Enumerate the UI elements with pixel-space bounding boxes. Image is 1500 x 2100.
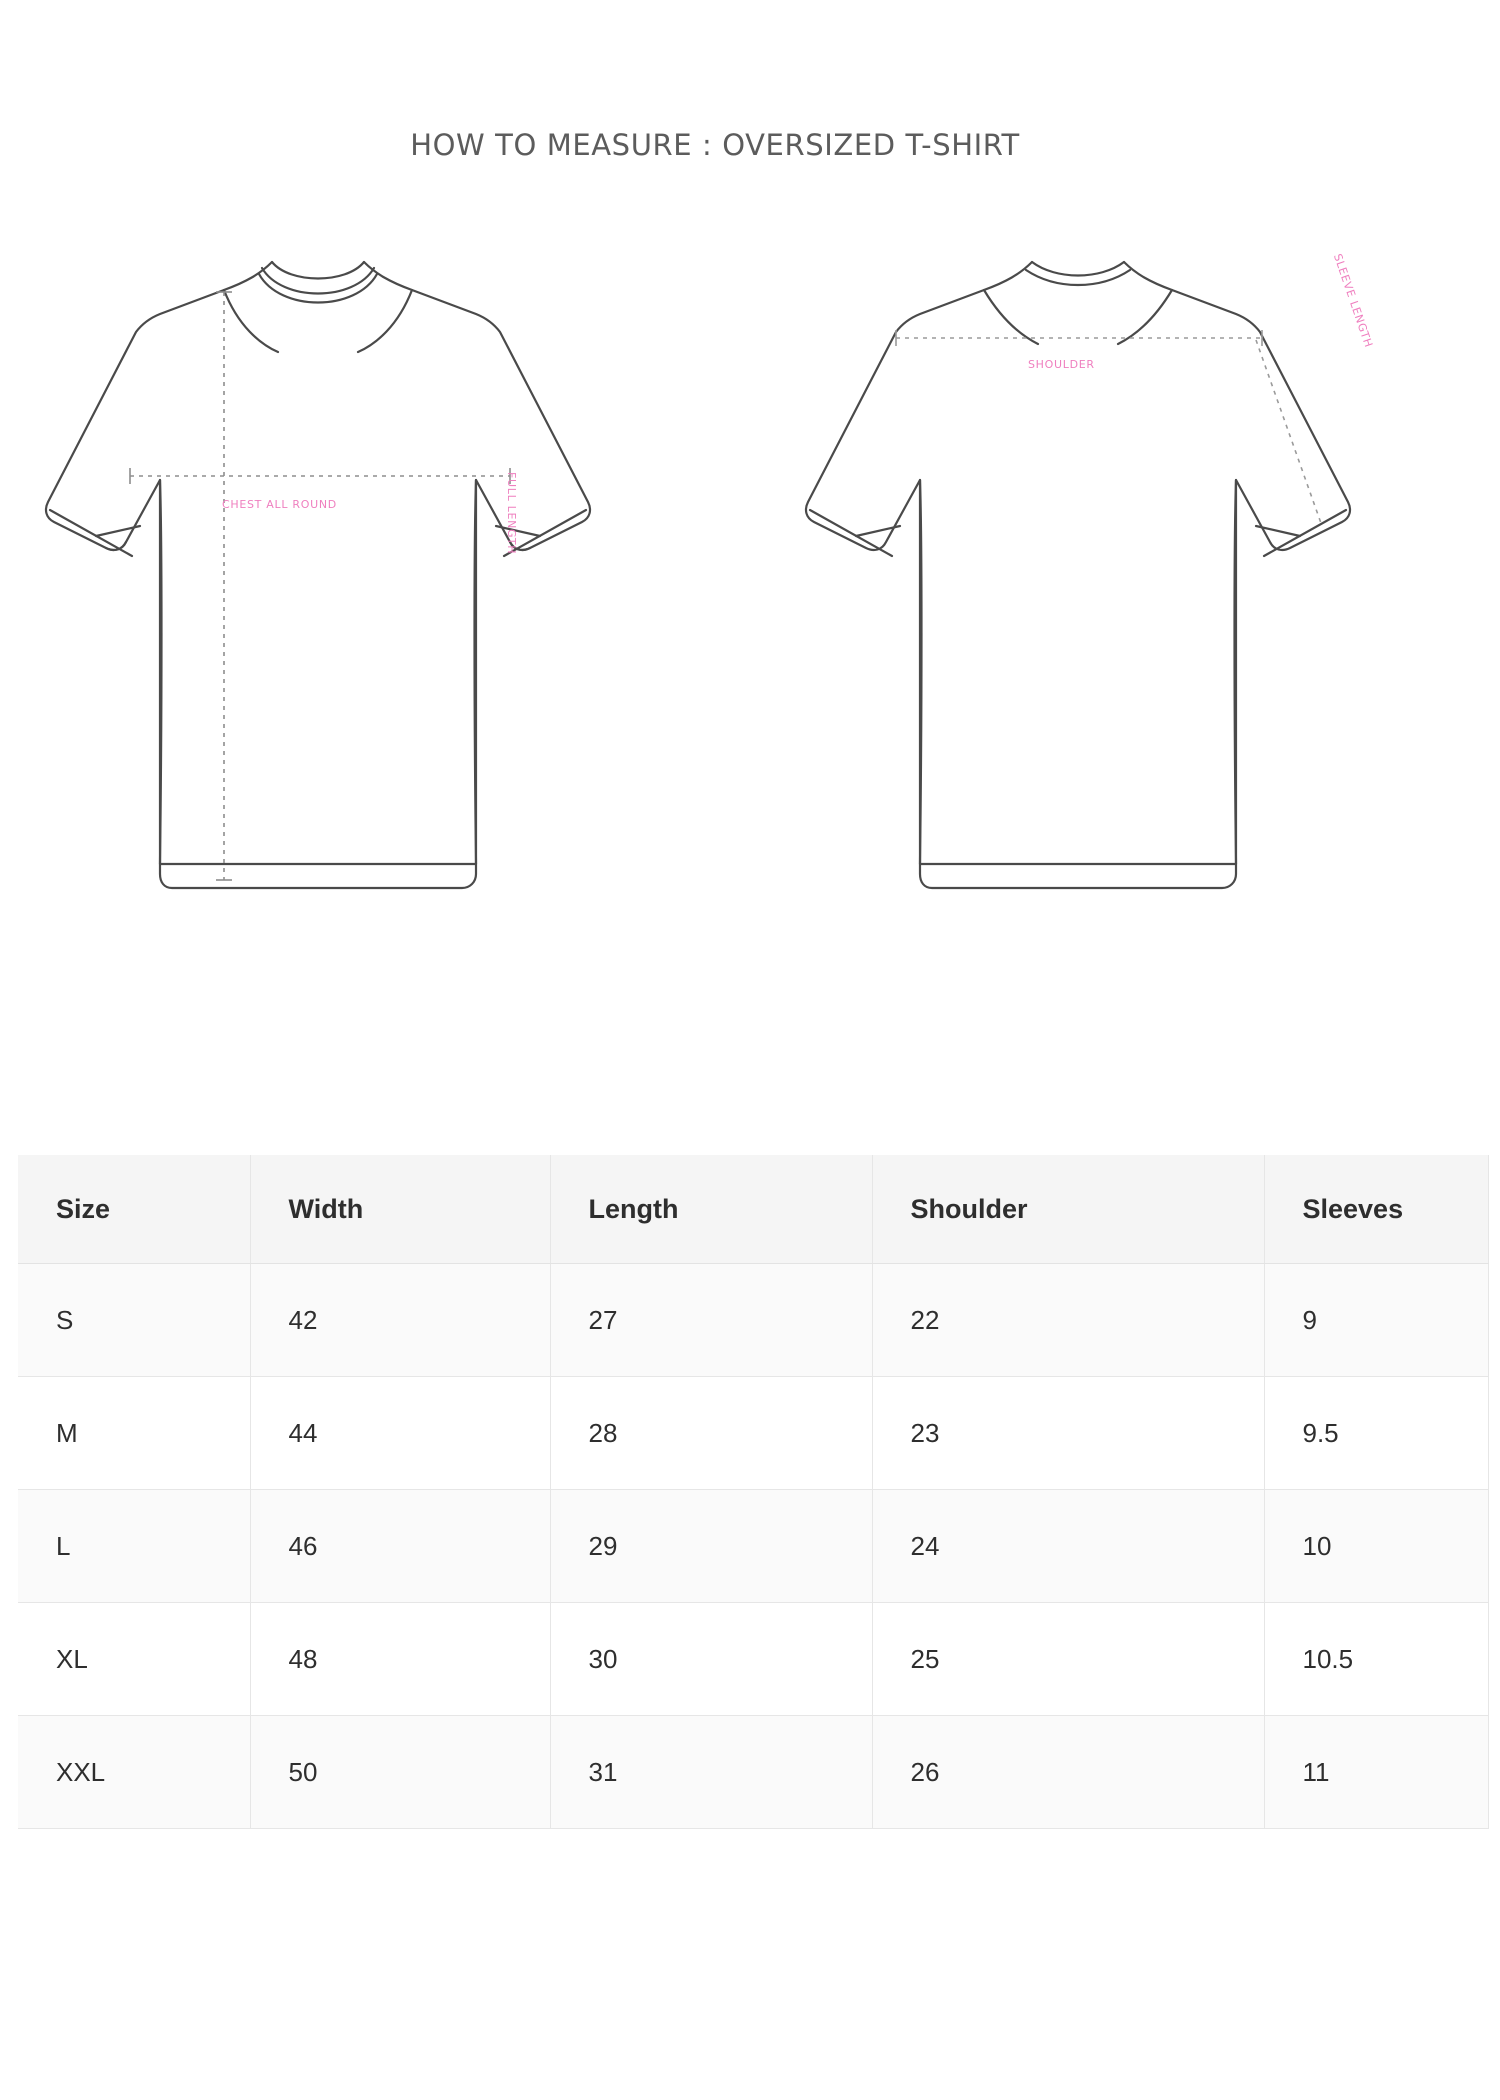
table-row [18,1716,1488,1829]
cell-shoulder: 22 [872,1264,1264,1377]
cell-width: 48 [250,1603,550,1716]
size-chart-table [18,1155,1489,1829]
column-header-sleeves: Sleeves [1264,1155,1488,1264]
cell-length: 29 [550,1490,872,1603]
cell-shoulder: 26 [872,1716,1264,1829]
cell-sleeves: 9 [1264,1264,1488,1377]
cell-width: 46 [250,1490,550,1603]
cell-length: 30 [550,1603,872,1716]
cell-size: XXL [18,1716,250,1829]
size-chart-container [18,1155,1488,1829]
column-header-shoulder: Shoulder [872,1155,1264,1264]
cell-width: 50 [250,1716,550,1829]
illustration-area [0,240,1500,950]
table-row [18,1490,1488,1603]
cell-size: M [18,1377,250,1490]
cell-size: S [18,1264,250,1377]
front-tshirt-diagram [10,240,710,945]
cell-width: 44 [250,1377,550,1490]
cell-sleeves: 9.5 [1264,1377,1488,1490]
cell-length: 31 [550,1716,872,1829]
column-header-size: Size [18,1155,250,1264]
page-title: HOW TO MEASURE : OVERSIZED T-SHIRT [410,128,1020,162]
back-tshirt-diagram [770,240,1470,945]
cell-width: 42 [250,1264,550,1377]
cell-shoulder: 25 [872,1603,1264,1716]
table-header-row [18,1155,1488,1264]
cell-shoulder: 23 [872,1377,1264,1490]
cell-sleeves: 10.5 [1264,1603,1488,1716]
table-row [18,1377,1488,1490]
column-header-length: Length [550,1155,872,1264]
cell-sleeves: 11 [1264,1716,1488,1829]
table-row [18,1264,1488,1377]
cell-length: 28 [550,1377,872,1490]
cell-length: 27 [550,1264,872,1377]
cell-sleeves: 10 [1264,1490,1488,1603]
table-row [18,1603,1488,1716]
chest-measure-label: CHEST ALL ROUND [222,498,337,511]
cell-size: XL [18,1603,250,1716]
sleeve-length-measure-label: SLEEVE LENGTH [1330,252,1376,350]
full-length-measure-label: FULL LENGTH [505,472,518,555]
column-header-width: Width [250,1155,550,1264]
cell-shoulder: 24 [872,1490,1264,1603]
cell-size: L [18,1490,250,1603]
shoulder-measure-label: SHOULDER [1028,358,1095,371]
